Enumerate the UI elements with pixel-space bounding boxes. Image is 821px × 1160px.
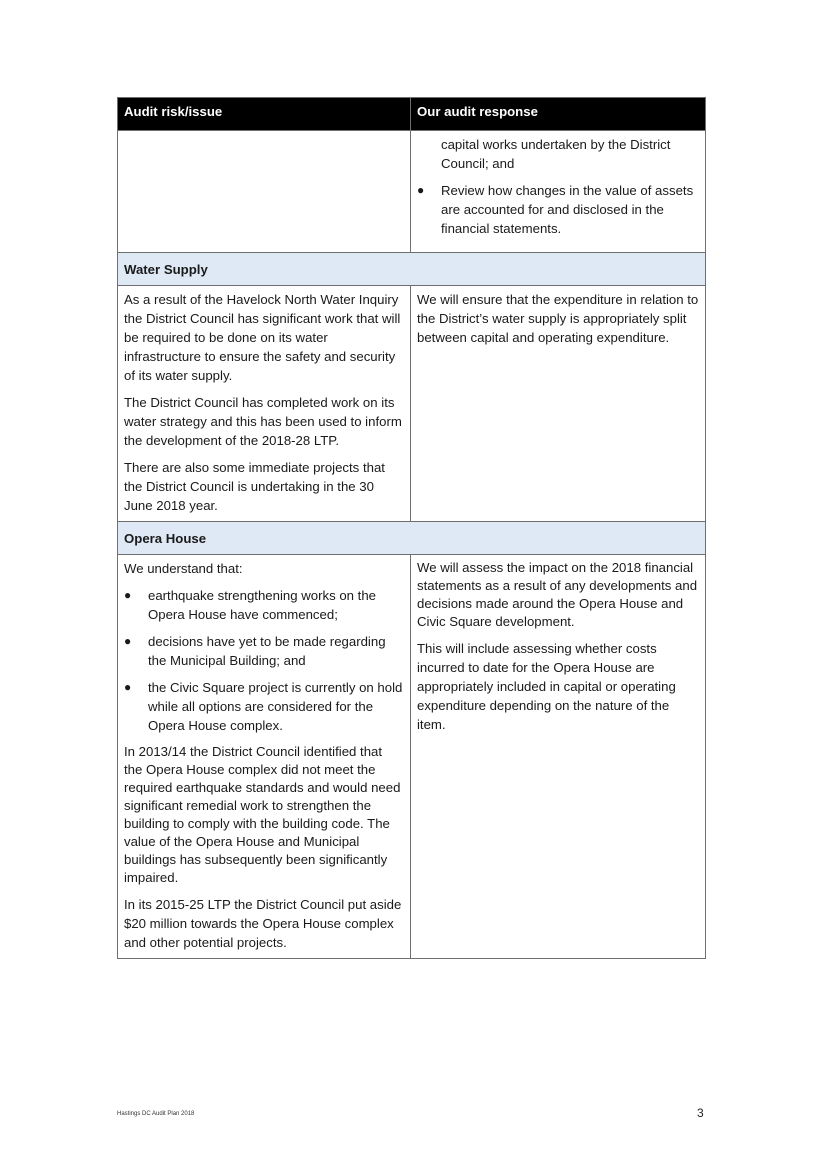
issue-cell [118,286,411,522]
response-cell [411,286,706,522]
issue-paragraph: As a result of the Havelock North Water Inquiry the District Council has significant work that will be required to be done on its water infrastructure to ensure the safety and security of its water supply. [124,292,401,383]
list-item [124,678,404,735]
bullet-icon: ● [417,183,425,197]
table-header-row [118,98,706,131]
list-item [124,586,404,624]
list-item-text: Review how changes in the value of assets are accounted for and disclosed in the financial statements. [441,183,694,236]
issue-cell-empty [118,131,411,253]
response-continuation-text: capital works undertaken by the District Council; and [441,137,671,171]
section-heading-water-supply: Water Supply [118,253,706,286]
table-row [118,555,706,959]
issue-paragraph: In its 2015-25 LTP the District Council put aside $20 million towards the Opera House complex and other potential projects. [124,897,402,950]
issue-paragraph: There are also some immediate projects that the District Council is undertaking in the 30 June 2018 year. [124,460,385,513]
footer-document-title: Hastings DC Audit Plan 2018 [117,1111,195,1117]
bullet-icon: ● [124,588,132,602]
header-audit-response: Our audit response [411,98,706,131]
section-heading-row [118,253,706,286]
list-item-text: earthquake strengthening works on the Opera House have commenced; [148,588,376,622]
response-cell [411,555,706,959]
issue-bullet-list [124,586,404,735]
issue-intro: We understand that: [124,561,243,576]
header-audit-risk: Audit risk/issue [118,98,411,131]
page-number: 3 [697,1106,704,1120]
section-heading-opera-house: Opera House [118,522,706,555]
bullet-icon: ● [124,634,132,648]
list-item-text: decisions have yet to be made regarding the Municipal Building; and [148,634,386,668]
table-row [118,131,706,253]
response-cell [411,131,706,253]
issue-paragraph: The District Council has completed work on its water strategy and this has been used to inform the development of the 2018-28 LTP. [124,395,402,448]
section-heading-row [118,522,706,555]
response-bullet-list [417,181,699,238]
list-item-text: the Civic Square project is currently on hold while all options are considered for the Opera House complex. [148,680,403,733]
table-row [118,286,706,522]
issue-cell [118,555,411,959]
issue-paragraph: In 2013/14 the District Council identified that the Opera House complex did not meet the required earthquake standards and would need significant remedial work to strengthen the building to comply with the building code. The value of the Opera House and Municipal buildings has subsequently been significantly impaired. [124,744,401,885]
list-item [124,632,404,670]
response-paragraph: This will include assessing whether costs incurred to date for the Opera House are appropriately included in capital or operating expenditure depending on the nature of the item. [417,641,676,732]
audit-risk-table [117,97,706,959]
response-paragraph: We will ensure that the expenditure in relation to the District’s water supply is appropriately split between capital and operating expenditure. [417,292,699,345]
list-item [417,181,699,238]
bullet-icon: ● [124,680,132,694]
response-paragraph: We will assess the impact on the 2018 financial statements as a result of any developments and decisions made around the Opera House and Civic Square development. [417,560,698,629]
